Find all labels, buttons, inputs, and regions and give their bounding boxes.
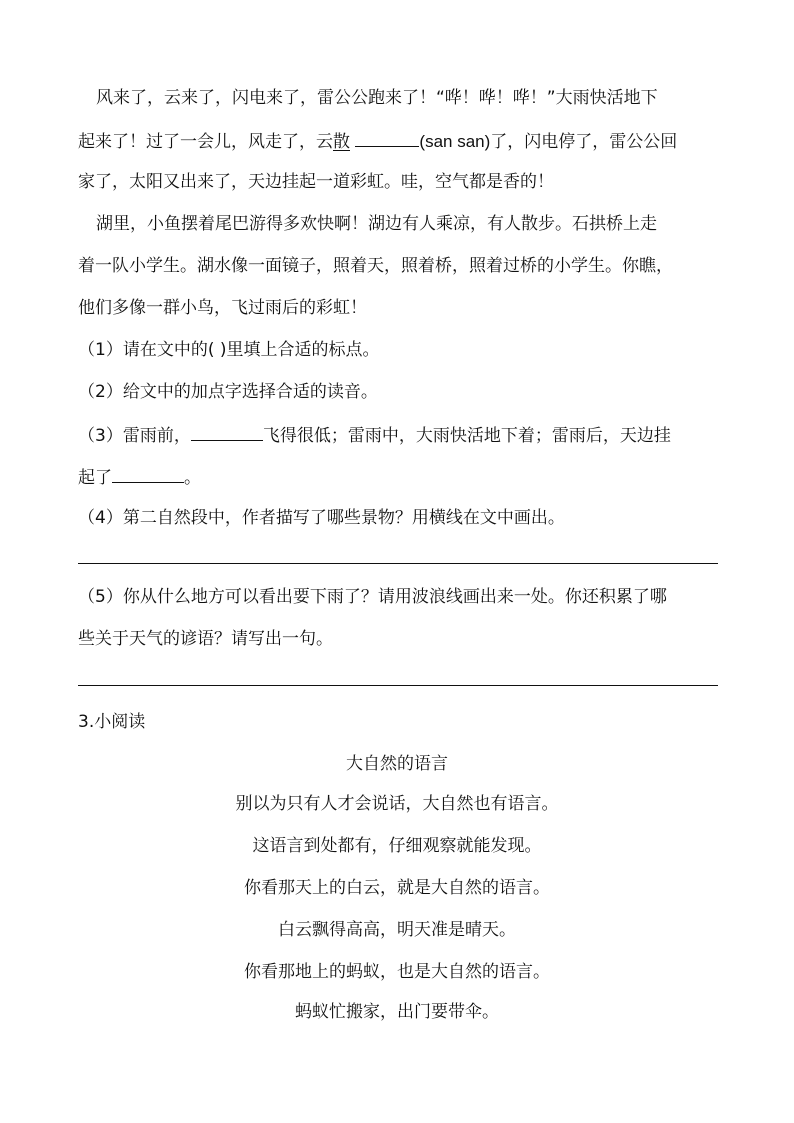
answer-blank[interactable] <box>355 128 419 147</box>
answer-line[interactable] <box>78 563 718 564</box>
poem-line: 你看那地上的蚂蚁，也是大自然的语言。 <box>244 962 550 982</box>
question-3-line1: （3）雷雨前， 飞得很低；雷雨中，大雨快活地下着；雷雨后，天边挂 <box>78 422 718 448</box>
passage1-p2-line2: 着一队小学生。湖水像一面镜子，照着天，照着桥，照着过桥的小学生。你瞧， <box>78 256 673 276</box>
poem-title: 大自然的语言 <box>346 754 448 774</box>
pinyin-options: (san san) <box>419 132 491 151</box>
poem-line: 白云飘得高高，明天准是晴天。 <box>278 920 516 940</box>
answer-blank[interactable] <box>112 464 184 483</box>
question-2: （2）给文中的加点字选择合适的读音。 <box>78 382 378 402</box>
poem-line: 蚂蚁忙搬家，出门要带伞。 <box>295 1002 499 1022</box>
question-5-line2: 些关于天气的谚语？请写出一句。 <box>78 629 333 649</box>
answer-line[interactable] <box>78 685 718 686</box>
question-4: （4）第二自然段中，作者描写了哪些景物？用横线在文中画出。 <box>78 508 565 528</box>
passage1-p2-line1: 湖里，小鱼摆着尾巴游得多欢快啊！湖边有人乘凉，有人散步。石拱桥上走 <box>96 214 657 234</box>
question-3-line2: 起了 。 <box>78 464 718 490</box>
question-5-line1: （5）你从什么地方可以看出要下雨了？请用波浪线画出来一处。你还积累了哪 <box>78 587 667 607</box>
passage1-p1-line1: 风来了，云来了，闪电来了，雷公公跑来了！“哗！哗！哗！”大雨快活地下 <box>96 88 658 108</box>
dotted-character: 散 <box>333 132 350 152</box>
passage1-p1-line2: 起来了！过了一会儿，风走了，云散 (san san)了，闪电停了，雷公公回 <box>78 128 718 154</box>
passage1-p2-line3: 他们多像一群小鸟，飞过雨后的彩虹！ <box>78 298 367 318</box>
poem-line: 别以为只有人才会说话，大自然也有语言。 <box>235 794 559 814</box>
question-1: （1）请在文中的( )里填上合适的标点。 <box>78 340 380 360</box>
passage1-p1-line3: 家了，太阳又出来了，天边挂起一道彩虹。哇，空气都是香的！ <box>78 172 554 192</box>
poem-line: 你看那天上的白云，就是大自然的语言。 <box>244 878 550 898</box>
section-heading: 3.小阅读 <box>78 712 146 732</box>
poem-line: 这语言到处都有，仔细观察就能发现。 <box>252 836 542 856</box>
answer-blank[interactable] <box>191 422 263 441</box>
